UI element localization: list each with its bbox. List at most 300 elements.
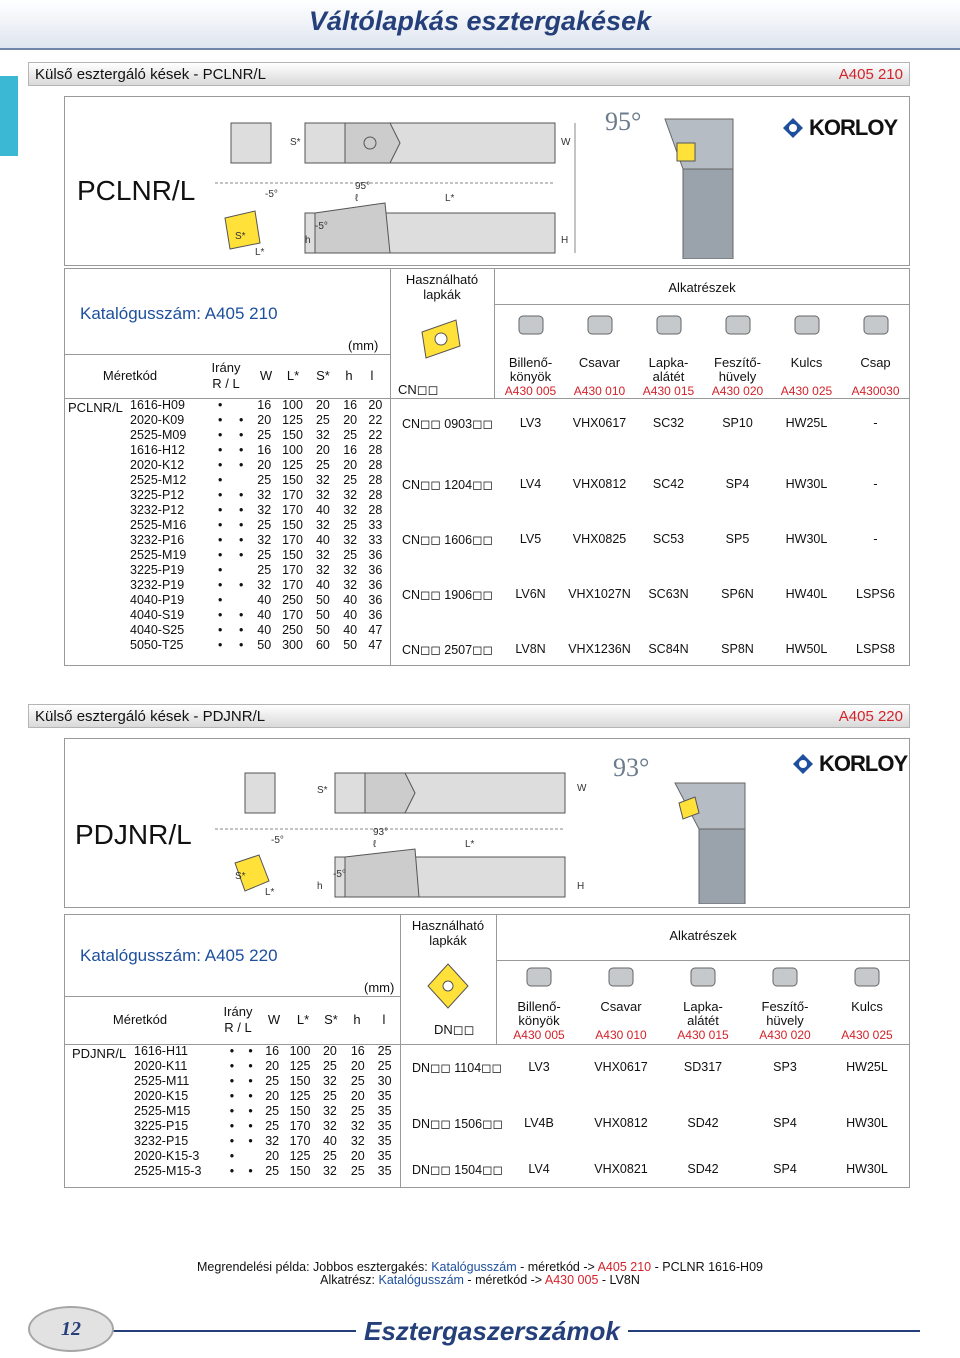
table-cell: 25 <box>257 473 272 487</box>
table-cell: 170 <box>282 503 303 517</box>
catalog-label: Katalógusszám: A405 210 <box>80 304 278 323</box>
table-cell: 28 <box>368 473 383 487</box>
table-cell: 16 <box>265 1044 280 1058</box>
dim-minus5b: -5° <box>315 221 328 232</box>
table-cell: 150 <box>289 1104 311 1118</box>
table-cell: 20 <box>315 398 330 412</box>
table-cell: • <box>217 398 223 412</box>
table-cell: 2525-M19 <box>130 548 187 562</box>
table-cell: • <box>229 1044 235 1058</box>
dim-l: L* <box>465 839 475 850</box>
table-cell: • <box>217 458 223 472</box>
table-cell: 40 <box>315 578 330 592</box>
part-value-cell: VHX0825 <box>572 532 627 546</box>
table-cell: 40 <box>322 1134 337 1148</box>
table-cell: • <box>217 488 223 502</box>
part-name: Csavar <box>578 355 621 370</box>
table-cell: 40 <box>343 608 358 622</box>
table-cell: 20 <box>265 1089 280 1103</box>
part-value-cell: LV4 <box>528 1162 550 1176</box>
side-tab <box>0 76 18 156</box>
table-cell: 25 <box>265 1104 280 1118</box>
table-cell: 16 <box>350 1044 365 1058</box>
part-value-cell: HW25L <box>785 416 828 430</box>
part-code: A430 010 <box>595 1028 647 1042</box>
part-value-cell: LV4 <box>519 477 542 491</box>
table-cell: 36 <box>368 563 383 577</box>
table-cell: 170 <box>282 608 303 622</box>
part-name: Feszítő- hüvely <box>714 355 761 384</box>
table-cell: 32 <box>257 488 272 502</box>
part-value-cell: - <box>873 477 878 491</box>
col-ell: l <box>370 368 374 383</box>
dim-w: W <box>561 137 571 148</box>
table-cell: 36 <box>368 608 383 622</box>
part-value-cell: SP10 <box>722 416 753 430</box>
table-cell: 50 <box>315 608 330 622</box>
table-cell: 3225-P15 <box>134 1119 189 1133</box>
table-row <box>130 518 388 533</box>
table-cell: 32 <box>315 488 330 502</box>
table-row <box>134 1164 398 1179</box>
insert-code-cell: CN◻◻ 1204◻◻ <box>402 478 493 492</box>
mm-label: (mm) <box>348 338 379 353</box>
table-cell: 47 <box>368 623 383 637</box>
tool-drawing-pclnr <box>64 96 910 266</box>
part-icon <box>856 308 896 342</box>
part-value-cell: SD317 <box>683 1060 723 1074</box>
part-value-cell: SD42 <box>687 1116 719 1130</box>
table-cell: 32 <box>315 563 330 577</box>
part-name: Kulcs <box>790 355 823 370</box>
table-row <box>130 548 388 563</box>
table-cell: 20 <box>350 1089 365 1103</box>
table-cell: 40 <box>343 593 358 607</box>
table-cell <box>231 563 252 578</box>
table-cell: • <box>217 428 223 442</box>
part-value-cell: - <box>873 416 878 430</box>
table-cell: 2525-M12 <box>130 473 187 487</box>
size-table-pdjnr <box>134 1044 398 1179</box>
insert-code: CN◻◻ <box>398 382 439 397</box>
table-row <box>130 623 388 638</box>
table-cell: 50 <box>257 638 272 652</box>
table-cell: • <box>248 1044 253 1058</box>
table-cell: 22 <box>368 413 383 427</box>
table-cell: 30 <box>377 1074 392 1088</box>
table-cell: 35 <box>377 1164 392 1178</box>
table-cell: 150 <box>282 428 303 442</box>
table-cell: • <box>217 413 223 427</box>
table-row <box>134 1074 398 1089</box>
table-cell: • <box>238 503 244 517</box>
part-name: Csavar <box>600 999 642 1014</box>
table-cell: 150 <box>282 518 303 532</box>
table-cell: 32 <box>322 1119 337 1133</box>
part-value-cell: LSPS6 <box>856 587 895 601</box>
table-cell: 50 <box>315 593 330 607</box>
part-value-cell: VHX0812 <box>572 477 627 491</box>
table-row <box>130 473 388 488</box>
table-row <box>134 1044 398 1059</box>
dim-ell: ℓ <box>373 839 377 850</box>
part-value-cell: LSPS8 <box>856 642 895 656</box>
part-value-cell: VHX1027N <box>568 587 631 601</box>
table-cell: 32 <box>343 533 358 547</box>
table-cell: 4040-S19 <box>130 608 185 622</box>
part-value-cell: VHX0812 <box>594 1116 648 1130</box>
part-value-cell: SP5 <box>725 532 750 546</box>
brand-name: KORLOY <box>809 115 898 140</box>
part-name: Billenő- könyök <box>508 355 553 384</box>
table-cell: 125 <box>289 1089 311 1103</box>
tool-photo <box>659 759 779 904</box>
dim-w: W <box>577 783 587 794</box>
table-cell: 32 <box>343 488 358 502</box>
size-table-pclnr <box>130 398 388 653</box>
col-h: h <box>345 368 353 383</box>
table-cell: 25 <box>350 1074 365 1088</box>
dim-s2: S* <box>235 231 246 242</box>
part-code: A430 005 <box>513 1028 565 1042</box>
table-cell: • <box>238 413 244 427</box>
table-cell: • <box>229 1059 235 1073</box>
table-cell: 2020-K12 <box>130 458 185 472</box>
page-title: Váltólapkás esztergakések <box>308 6 652 36</box>
korloy-logo-icon <box>781 116 805 140</box>
table-cell: • <box>238 548 244 562</box>
table-row <box>134 1119 398 1134</box>
insert-cn-icon <box>416 314 466 364</box>
dim-s: S* <box>290 137 301 148</box>
table-cell: 33 <box>368 518 383 532</box>
table-cell: 170 <box>289 1119 311 1133</box>
part-value-cell: VHX0617 <box>594 1060 648 1074</box>
table-row <box>134 1104 398 1119</box>
section-header-pclnr <box>28 62 910 86</box>
table-cell: • <box>248 1104 253 1118</box>
insert-code-cell: DN◻◻ 1506◻◻ <box>412 1117 503 1131</box>
table-row <box>134 1134 398 1149</box>
table-row <box>130 398 388 413</box>
table-cell: • <box>238 608 244 622</box>
part-value-cell: SP8N <box>721 642 754 656</box>
table-cell: • <box>238 443 244 457</box>
table-cell: 32 <box>322 1074 337 1088</box>
table-cell: 25 <box>322 1089 337 1103</box>
table-cell: 20 <box>257 458 272 472</box>
table-cell: 170 <box>289 1134 311 1148</box>
table-row <box>130 443 388 458</box>
table-cell: 22 <box>368 428 383 442</box>
dim-l2: L* <box>265 887 275 898</box>
tool-drawing-pdjnr <box>64 738 910 908</box>
col-l: L* <box>296 1012 310 1027</box>
col-s: S* <box>324 1012 338 1027</box>
table-cell: • <box>217 533 223 547</box>
table-cell: 40 <box>257 593 272 607</box>
table-cell: • <box>229 1089 235 1103</box>
table-cell: • <box>248 1059 253 1073</box>
dim-s2: S* <box>235 871 246 882</box>
table-cell: 125 <box>282 413 303 427</box>
angle-label: 95° <box>605 107 642 136</box>
table-cell: 32 <box>265 1134 280 1148</box>
table-cell: 25 <box>265 1164 280 1178</box>
table-cell: 16 <box>343 443 358 457</box>
section-heading: Külső esztergáló kések - PDJNR/L <box>35 708 266 725</box>
table-cell: 4040-S25 <box>130 623 185 637</box>
table-row <box>130 608 388 623</box>
table-cell: 25 <box>343 518 358 532</box>
part-value-cell: LV3 <box>528 1060 550 1074</box>
col-rl: R / L <box>224 1020 252 1035</box>
part-name: Csap <box>860 355 891 370</box>
table-cell: 2020-K11 <box>134 1059 188 1073</box>
insert-code-cell: CN◻◻ 1906◻◻ <box>402 588 493 602</box>
part-value-cell: SP3 <box>773 1060 797 1074</box>
table-cell <box>231 398 252 413</box>
table-cell: 32 <box>343 503 358 517</box>
table-cell: 125 <box>289 1149 311 1163</box>
part-icon <box>649 308 689 342</box>
table-cell: • <box>217 548 223 562</box>
table-cell: 25 <box>343 428 358 442</box>
table-cell: 50 <box>343 638 358 652</box>
table-cell: 2525-M09 <box>130 428 187 442</box>
table-cell: 32 <box>315 473 330 487</box>
part-icon <box>718 308 758 342</box>
part-value-cell: LV4B <box>524 1116 554 1130</box>
parts-heading: Alkatrészek <box>669 928 737 943</box>
part-code: A430 020 <box>759 1028 811 1042</box>
insert-code-cell: CN◻◻ 0903◻◻ <box>402 417 493 431</box>
col-h: h <box>353 1012 361 1027</box>
table-cell: • <box>248 1134 253 1148</box>
table-cell: 170 <box>282 533 303 547</box>
part-code: A430 025 <box>841 1028 893 1042</box>
table-cell: 300 <box>282 638 303 652</box>
part-value-cell: SC63N <box>648 587 689 601</box>
table-cell: 20 <box>322 1044 337 1058</box>
table-cell: • <box>229 1074 235 1088</box>
part-value-cell: LV3 <box>519 416 542 430</box>
table-cell: 25 <box>257 563 272 577</box>
part-value-cell: SC53 <box>652 532 685 546</box>
part-value-cell: HW50L <box>785 642 828 656</box>
table-cell: • <box>217 518 223 532</box>
table-cell: 32 <box>343 578 358 592</box>
table-cell: 35 <box>377 1149 392 1163</box>
part-value-cell: VHX0821 <box>594 1162 648 1176</box>
part-value-cell: LV8N <box>515 642 546 656</box>
table-cell: 32 <box>315 428 330 442</box>
order-example-line2: Alkatrész: Katalógusszám - méretkód -> A430 005 - LV8N <box>320 1273 640 1287</box>
dim-minus5: -5° <box>265 189 278 200</box>
table-cell: • <box>217 473 223 487</box>
col-ell: l <box>382 1012 386 1027</box>
group-label: PCLNR/L <box>68 400 123 415</box>
insert-code-cell: DN◻◻ 1504◻◻ <box>412 1163 503 1177</box>
dim-93: 93° <box>373 827 389 838</box>
table-cell <box>231 593 252 608</box>
brand-name: KORLOY <box>819 751 908 776</box>
table-cell: 25 <box>343 473 358 487</box>
part-value-cell: HW30L <box>785 477 828 491</box>
table-cell: 36 <box>368 593 383 607</box>
table-cell: • <box>217 578 223 592</box>
table-row <box>134 1059 398 1074</box>
page-number: 12 <box>28 1306 114 1352</box>
table-cell: • <box>238 578 244 592</box>
col-w: W <box>267 1012 281 1027</box>
table-cell: 100 <box>282 398 303 412</box>
table-cell: • <box>238 623 244 637</box>
part-code: A430 010 <box>573 384 626 398</box>
table-cell: 25 <box>377 1059 392 1073</box>
insert-code-cell: CN◻◻ 2507◻◻ <box>402 643 493 657</box>
part-value-cell: LV6N <box>515 587 546 601</box>
table-cell: • <box>238 488 244 502</box>
table-cell: 2525-M15 <box>134 1104 191 1118</box>
table-cell: 32 <box>350 1134 365 1148</box>
table-cell: 150 <box>289 1074 311 1088</box>
part-icon <box>683 960 723 994</box>
part-value-cell: - <box>873 532 878 546</box>
table-cell: 125 <box>289 1059 311 1073</box>
part-value-cell: VHX1236N <box>568 642 631 656</box>
part-value-cell: SC84N <box>648 642 689 656</box>
table-cell: 1616-H11 <box>134 1044 188 1058</box>
table-cell: • <box>238 638 244 652</box>
table-cell: 3232-P15 <box>134 1134 189 1148</box>
table-cell: 125 <box>282 458 303 472</box>
table-cell: 32 <box>257 578 272 592</box>
table-cell: • <box>248 1164 253 1178</box>
table-cell: 20 <box>257 413 272 427</box>
part-code: A430 015 <box>677 1028 729 1042</box>
table-cell: 5050-T25 <box>130 638 184 652</box>
part-name: Feszítő- hüvely <box>761 999 809 1028</box>
table-row <box>130 503 388 518</box>
table-cell: 170 <box>282 563 303 577</box>
group-label: PDJNR/L <box>72 1046 127 1061</box>
part-icon <box>601 960 641 994</box>
korloy-logo-icon <box>791 752 815 776</box>
table-cell: 20 <box>343 413 358 427</box>
table-cell: 25 <box>350 1104 365 1118</box>
part-icon <box>765 960 805 994</box>
part-icon <box>580 308 620 342</box>
table-cell: 36 <box>368 578 383 592</box>
footer-title: Esztergaszerszámok <box>356 1316 628 1347</box>
table-cell: 32 <box>315 518 330 532</box>
table-cell: • <box>217 503 223 517</box>
part-value-cell: HW30L <box>846 1162 888 1176</box>
table-cell: 28 <box>368 443 383 457</box>
catalog-label: Katalógusszám: A405 220 <box>80 946 278 965</box>
table-cell: 25 <box>322 1149 337 1163</box>
part-icon <box>847 960 887 994</box>
table-cell: • <box>229 1119 235 1133</box>
table-cell: • <box>217 563 223 577</box>
table-cell: • <box>217 638 223 652</box>
table-cell: • <box>238 428 244 442</box>
dim-minus5b: -5° <box>333 869 346 880</box>
part-code: A430030 <box>851 384 900 398</box>
dim-ell: ℓ <box>355 193 359 204</box>
table-cell: 20 <box>350 1149 365 1163</box>
table-cell: 20 <box>350 1059 365 1073</box>
part-name: Billenő- könyök <box>517 999 561 1028</box>
table-cell <box>231 473 252 488</box>
dim-h: h <box>317 881 323 892</box>
table-cell: 2525-M15-3 <box>134 1164 202 1178</box>
table-row <box>130 428 388 443</box>
table-cell: 170 <box>282 578 303 592</box>
table-cell: 250 <box>282 593 303 607</box>
part-value-cell: SD42 <box>687 1162 719 1176</box>
part-value-cell: SP4 <box>773 1116 797 1130</box>
section-code: A405 220 <box>838 708 903 725</box>
table-cell: 3232-P19 <box>130 578 185 592</box>
col-meretkod: Méretkód <box>112 1012 168 1027</box>
tool-name: PCLNR/L <box>77 175 196 206</box>
table-cell: 32 <box>322 1104 337 1118</box>
table-cell: • <box>217 608 223 622</box>
table-cell: 150 <box>282 548 303 562</box>
tool-name: PDJNR/L <box>75 819 192 850</box>
insert-code-cell: CN◻◻ 1606◻◻ <box>402 533 493 547</box>
part-name: Kulcs <box>851 999 883 1014</box>
part-value-cell: LV5 <box>519 532 542 546</box>
table-cell: 1616-H12 <box>130 443 185 457</box>
table-cell: 32 <box>343 563 358 577</box>
section-header-pdjnr <box>28 704 910 728</box>
table-cell: 2525-M11 <box>134 1074 190 1088</box>
table-cell: 47 <box>368 638 383 652</box>
dim-h: h <box>305 235 311 246</box>
table-cell: • <box>217 443 223 457</box>
part-code: A430 020 <box>711 384 764 398</box>
col-s: S* <box>316 368 330 383</box>
table-cell: 40 <box>257 608 272 622</box>
table-cell: 100 <box>289 1044 311 1058</box>
part-value-cell: SP6N <box>721 587 754 601</box>
table-row <box>130 563 388 578</box>
table-row <box>130 413 388 428</box>
table-cell: 25 <box>265 1119 280 1133</box>
table-cell: 28 <box>368 458 383 472</box>
section-heading: Külső esztergáló kések - PCLNR/L <box>35 66 266 83</box>
mm-label: (mm) <box>364 980 395 995</box>
part-name: Lapka- alátét <box>648 355 689 384</box>
part-value-cell: VHX0617 <box>572 416 627 430</box>
table-cell: 150 <box>282 473 303 487</box>
table-cell: 25 <box>315 458 330 472</box>
table-cell: 25 <box>265 1074 280 1088</box>
table-cell: 28 <box>368 503 383 517</box>
table-cell: • <box>229 1134 235 1148</box>
part-value-cell: HW40L <box>785 587 828 601</box>
table-cell: 3225-P19 <box>130 563 185 577</box>
table-cell: 25 <box>343 548 358 562</box>
table-cell: 2020-K15 <box>134 1089 189 1103</box>
table-cell: 50 <box>315 623 330 637</box>
table-row <box>130 638 388 653</box>
table-cell: • <box>229 1149 235 1163</box>
dim-s: S* <box>317 785 328 796</box>
